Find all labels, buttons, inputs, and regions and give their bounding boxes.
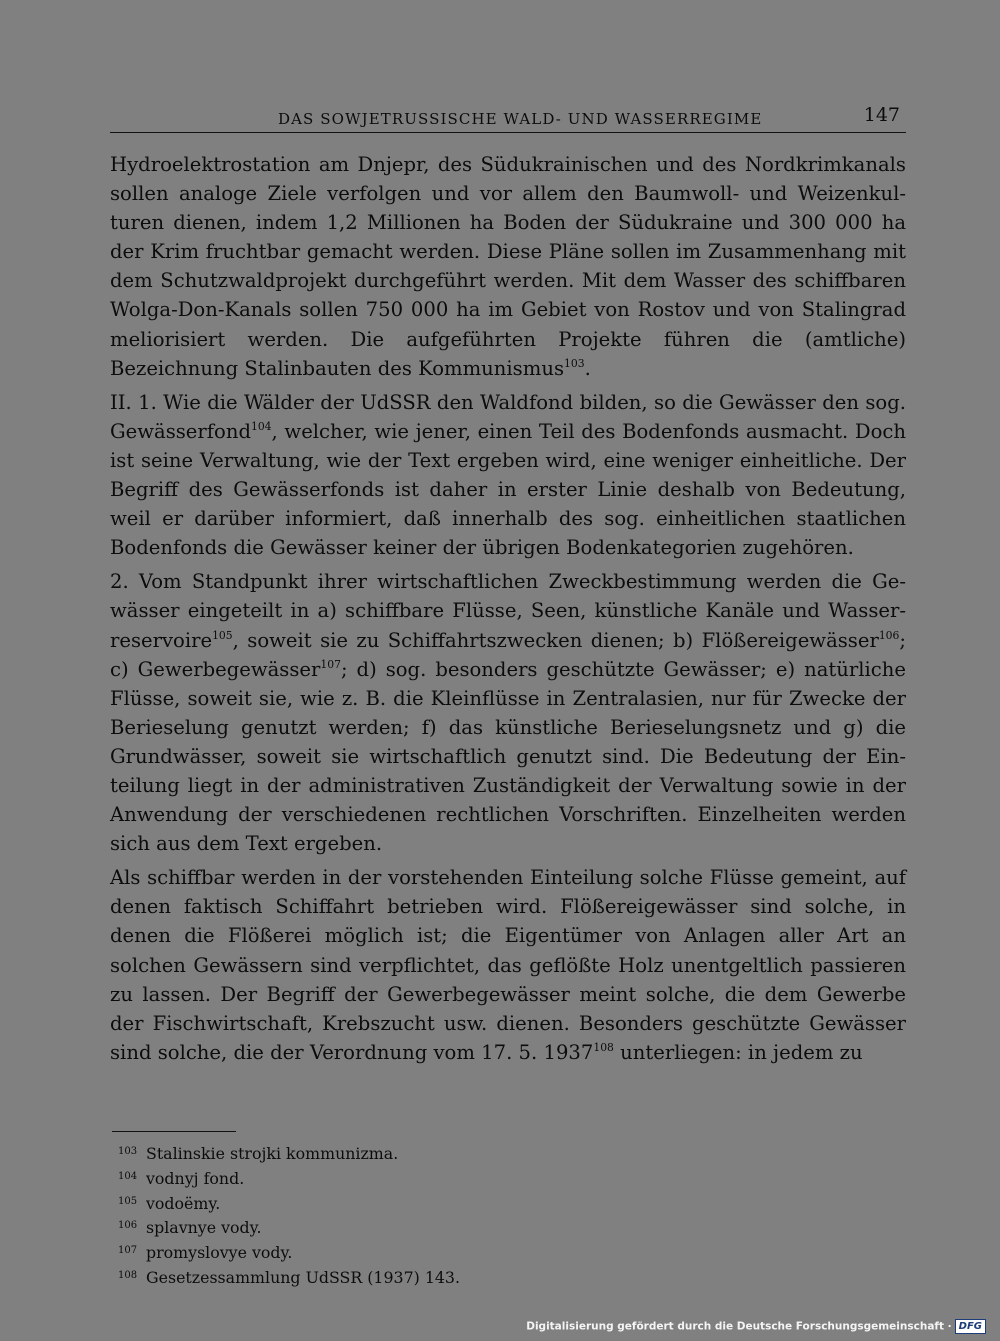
paragraph-text: unterliegen: in jedem zu <box>613 1040 863 1064</box>
page-number: 147 <box>863 104 900 126</box>
footnote <box>118 1240 898 1265</box>
footnote <box>118 1141 898 1166</box>
footnote-ref: 105 <box>212 628 233 642</box>
footnote-ref: 103 <box>564 356 585 370</box>
paragraph <box>110 863 906 1067</box>
footnote-text: splavnye vody. <box>146 1218 262 1238</box>
dfg-logo: DFG <box>955 1319 986 1334</box>
running-title: DAS SOWJETRUSSISCHE WALD- UND WASSERREGIME <box>278 110 763 128</box>
main-text <box>110 150 906 1072</box>
paragraph-text: 2. Vom Standpunkt ihrer wirtschaftlichen Zweckbestimmung werden die Gewässer eingeteilt in a) schiffbare Flüsse, Seen, künstliche Kanäle und Wasserreservoire <box>110 570 906 652</box>
paragraph <box>110 388 906 563</box>
paragraph-text: ; d) sog. besonders geschützte Gewässer; e) natürliche Flüsse, soweit sie, wie z. B. die Kleinflüsse in Zentralasien, nur für Zwecke der Berieselung genutzt werden; f) das künstliche Berieselungsnetz und g) die Grundwässer, soweit sie wirtschaftlich genutzt sind. Die Bedeutung der Einteilung liegt in der administrativen Zuständigkeit der Verwaltung sowie in der Anwendung der verschiedenen rechtlichen Vorschriften. Einzelheiten werden sich aus dem Text ergeben. <box>110 657 906 856</box>
paragraph-text: II. 1. Wie die Wälder der UdSSR den Waldfond bilden, so die Gewässer den sog. Gewässerfond <box>110 390 906 443</box>
footnote-number: 108 <box>118 1269 138 1281</box>
paragraph-text: Als schiffbar werden in der vorstehenden Einteilung solche Flüsse gemeint, auf denen faktisch Schiffahrt betrieben wird. Flößereigewässer sind solche, in denen die Flößerei möglich ist; die Eigentümer von Anlagen aller Art an solchen Gewässern sind verpflichtet, das geflößte Holz unentgeltlich passieren zu lassen. Der Begriff der Gewerbegewässer meint solche, die dem Gewerbe der Fischwirtschaft, Krebszucht usw. dienen. Besonders geschützte Gewässer sind solche, die der Verordnung vom 17. 5. 1937 <box>110 866 906 1064</box>
footnote-text: Stalinskie strojki kommunizma. <box>146 1144 399 1163</box>
paragraph-text: . <box>584 356 591 380</box>
paragraph-text: Hydroelektrostation am Dnjepr, des Südukrainischen und des Nordkrimkanals sollen analoge Ziele verfolgen und vor allem den Baumwoll- und Weizenkulturen dienen, indem 1,2 Millionen ha Boden der Südukraine und 300 000 ha der Krim fruchtbar gemacht werden. Diese Pläne sollen im Zusammenhang mit dem Schutzwaldprojekt durchgeführt werden. Mit dem Wasser des schiffbaren Wolga-Don-Kanals sollen 750 000 ha im Gebiet von Rostov und von Stalingrad meliorisiert werden. Die aufgeführten Projekte führen die (amtliche) Bezeichnung Stalinbauten des Kommunismus <box>110 153 906 380</box>
footnote <box>118 1215 898 1240</box>
footnote-number: 105 <box>118 1195 138 1207</box>
footnote-separator <box>112 1131 236 1132</box>
digitization-credit <box>526 1319 986 1334</box>
paragraph-text: , welcher, wie jener, einen Teil des Bodenfonds ausmacht. Doch ist seine Verwaltung, wie der Text ergeben wird, eine weniger einheitliche. Der Begriff des Gewässerfonds ist daher in erster Linie deshalb von Bedeutung, weil er darüber informiert, daß innerhalb des sog. einheitlichen staatlichen Bodenfonds die Gewässer keiner der übrigen Bodenkategorien zugehören. <box>110 419 906 560</box>
footnote-number: 104 <box>118 1170 138 1182</box>
footnote <box>118 1166 898 1191</box>
footnote <box>118 1265 898 1290</box>
footnote-text: vodnyj fond. <box>146 1168 245 1188</box>
footnote-number: 107 <box>118 1245 138 1257</box>
footnote-ref: 104 <box>250 419 272 433</box>
footnote <box>118 1191 898 1216</box>
running-header <box>110 102 906 133</box>
paragraph-text: , soweit sie zu Schiffahrtszwecken dienen; b) Flößereigewässer <box>232 628 879 652</box>
footnote-ref: 107 <box>320 657 341 671</box>
footnotes <box>118 1141 898 1290</box>
footnote-text: promyslovye vody. <box>146 1243 293 1263</box>
credit-text: Digitalisierung gefördert durch die Deutsche Forschungsgemeinschaft · <box>526 1320 952 1333</box>
footnote-ref: 106 <box>878 628 900 642</box>
footnote-number: 106 <box>118 1220 138 1232</box>
footnote-ref: 108 <box>593 1040 614 1054</box>
paragraph <box>110 567 906 858</box>
footnote-number: 103 <box>118 1146 138 1157</box>
footnote-text: vodoëmy. <box>146 1193 221 1213</box>
paragraph-text: ; c) Gewerbegewässer <box>110 628 906 681</box>
footnote-text: Gesetzessammlung UdSSR (1937) 143. <box>146 1267 460 1287</box>
paragraph <box>110 150 906 383</box>
